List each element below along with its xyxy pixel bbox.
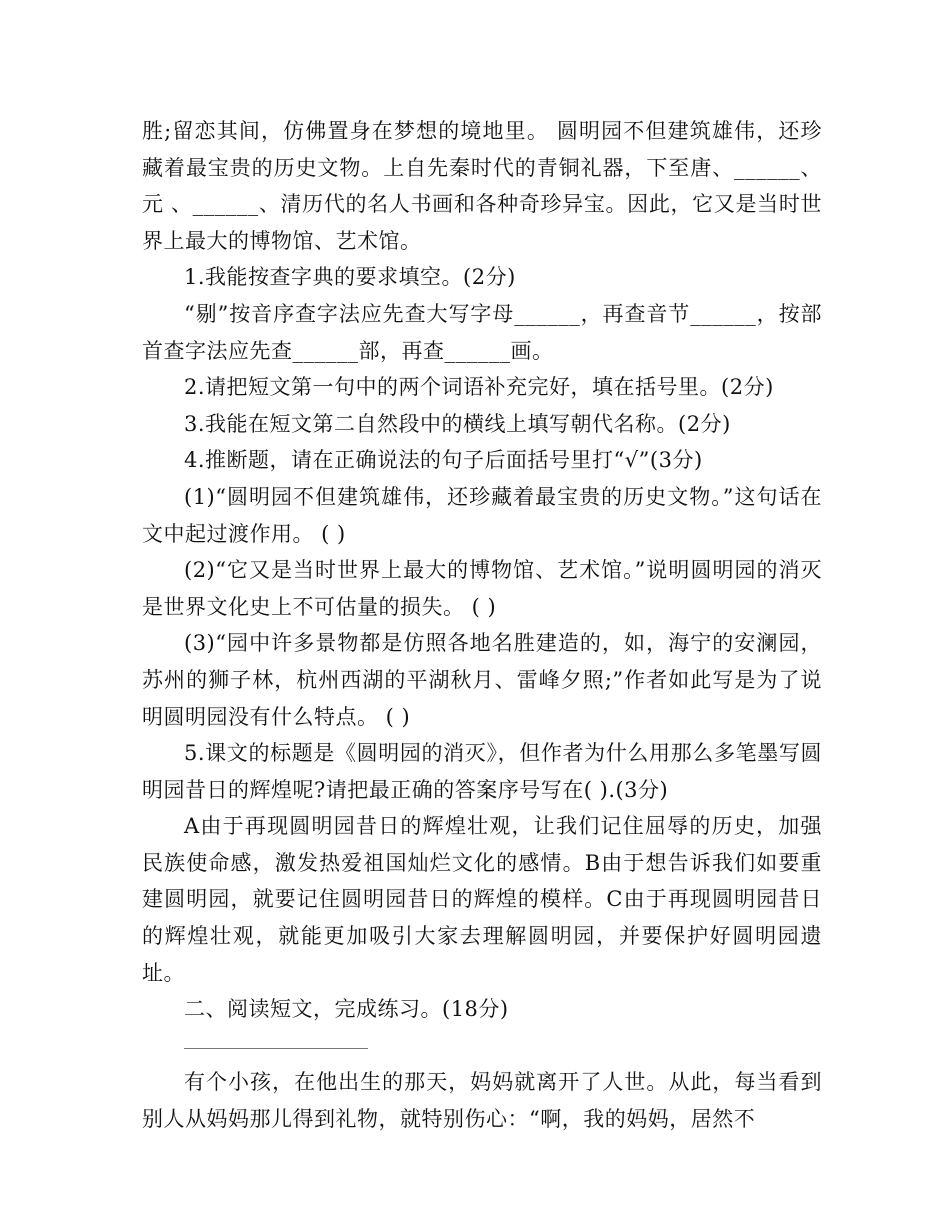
question-5-prompt: 5.课文的标题是《圆明园的消灭》，但作者为什么用那么多笔墨写圆明园昔日的辉煌呢?请把最正确的答案序号写在( ).(3分): [142, 741, 822, 802]
question-4-item-2: (2)“它又是当时世界上最大的博物馆、艺术馆。”说明圆明园的消灭是世界文化史上不可估量的损失。 ( ): [142, 558, 822, 619]
question-4-item-3: (3)“园中许多景物都是仿照各地名胜建造的，如，海宁的安澜园，苏州的狮子林，杭州西湖的平湖秋月、雷峰夕照;”作者如此写是为了说明圆明园没有什么特点。 ( ): [142, 631, 822, 729]
question-4-item-1: (1)“圆明园不但建筑雄伟，还珍藏着最宝贵的历史文物。”这句话在文中起过渡作用。 ( ): [142, 484, 822, 546]
passage-continuation: 胜;留恋其间，仿佛置身在梦想的境地里。 圆明园不但建筑雄伟，还珍藏着最宝贵的历史文物。上自先秦时代的青铜礼器，下至唐、______、元 、______、清历代的名人书画和各种奇珍异宝。因此，它又是当时世界上最大的博物馆、艺术馆。: [142, 119, 822, 253]
question-3: 3.我能在短文第二自然段中的横线上填写朝代名称。(2分): [184, 411, 731, 436]
question-5-options: A由于再现圆明园昔日的辉煌壮观，让我们记住屈辱的历史，加强民族使命感，激发热爱祖国灿烂文化的感情。B由于想告诉我们如要重建圆明园，就要记住圆明园昔日的辉煌的模样。C由于再现圆明园昔日的辉煌壮观，就能更加吸引大家去理解圆明园，并要保护好圆明园遗址。: [142, 814, 822, 985]
section-2-passage: 有个小孩，在他出生的那天，妈妈就离开了人世。从此，每当看到别人从妈妈那儿得到礼物，就特别伤心：“啊，我的妈妈，居然不: [142, 1070, 822, 1132]
question-4-prompt: 4.推断题，请在正确说法的句子后面括号里打“√”(3分): [184, 448, 703, 473]
question-1-prompt: 1.我能按查字典的要求填空。(2分): [184, 265, 516, 290]
section-2-heading: 二、阅读短文，完成练习。(18分): [184, 997, 509, 1022]
question-1-body: “剔”按音序查字法应先查大写字母______，再查音节______，按部首查字法应先查______部，再查______画。: [142, 301, 822, 363]
title-blank-line: [142, 1028, 822, 1065]
question-2: 2.请把短文第一句中的两个词语补充完好，填在括号里。(2分): [184, 375, 774, 400]
page-content: [142, 113, 822, 1138]
